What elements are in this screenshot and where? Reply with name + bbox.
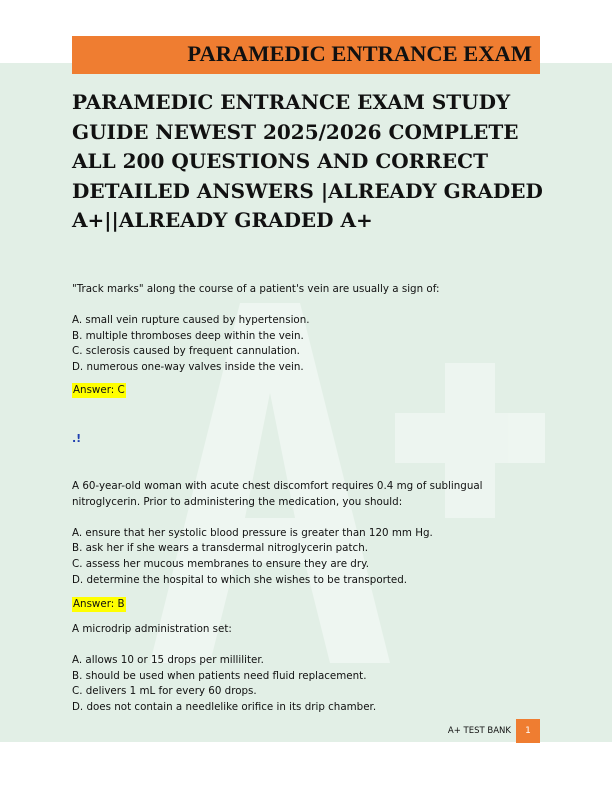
- header-banner: [72, 36, 540, 74]
- question-3: [72, 622, 542, 716]
- banner-title: PARAMEDIC ENTRANCE EXAM: [187, 41, 532, 66]
- option: B. ask her if she wears a transdermal nitroglycerin patch.: [72, 542, 368, 555]
- question-stem: A 60-year-old woman with acute chest discomfort requires 0.4 mg of sublingual nitroglycerin. Prior to administering the medication, you should:: [72, 480, 483, 508]
- question-1: [72, 282, 542, 376]
- option: D. determine the hospital to which she wishes to be transported.: [72, 573, 408, 586]
- question-stem: "Track marks" along the course of a patient's vein are usually a sign of:: [72, 283, 440, 295]
- option: A. small vein rupture caused by hypertension.: [72, 314, 310, 327]
- option: C. assess her mucous membranes to ensure they are dry.: [72, 557, 369, 570]
- option: A. ensure that her systolic blood pressure is greater than 120 mm Hg.: [72, 526, 433, 539]
- footer-label: A+ TEST BANK: [447, 726, 511, 736]
- question-2: [72, 479, 542, 588]
- answer-highlight: Answer: C: [73, 384, 125, 396]
- option: D. numerous one-way valves inside the vein.: [72, 360, 304, 373]
- option: A. allows 10 or 15 drops per milliliter.: [72, 654, 264, 667]
- question-stem: A microdrip administration set:: [72, 623, 232, 635]
- option: B. should be used when patients need fluid replacement.: [72, 669, 367, 682]
- option: C. sclerosis caused by frequent cannulation.: [72, 345, 300, 358]
- option: C. delivers 1 mL for every 60 drops.: [72, 685, 257, 698]
- document-title: PARAMEDIC ENTRANCE EXAM STUDY GUIDE NEWEST 2025/2026 COMPLETE ALL 200 QUESTIONS AND CORRECT DETAILED ANSWERS |ALREADY GRADED A+||ALREADY GRADED A+: [72, 90, 543, 233]
- option: D. does not contain a needlelike orifice in its drip chamber.: [72, 700, 377, 713]
- page-number: 1: [516, 719, 540, 743]
- option: B. multiple thromboses deep within the vein.: [72, 329, 304, 342]
- divider-mark: .!: [72, 432, 82, 445]
- answer-highlight: Answer: B: [73, 598, 125, 610]
